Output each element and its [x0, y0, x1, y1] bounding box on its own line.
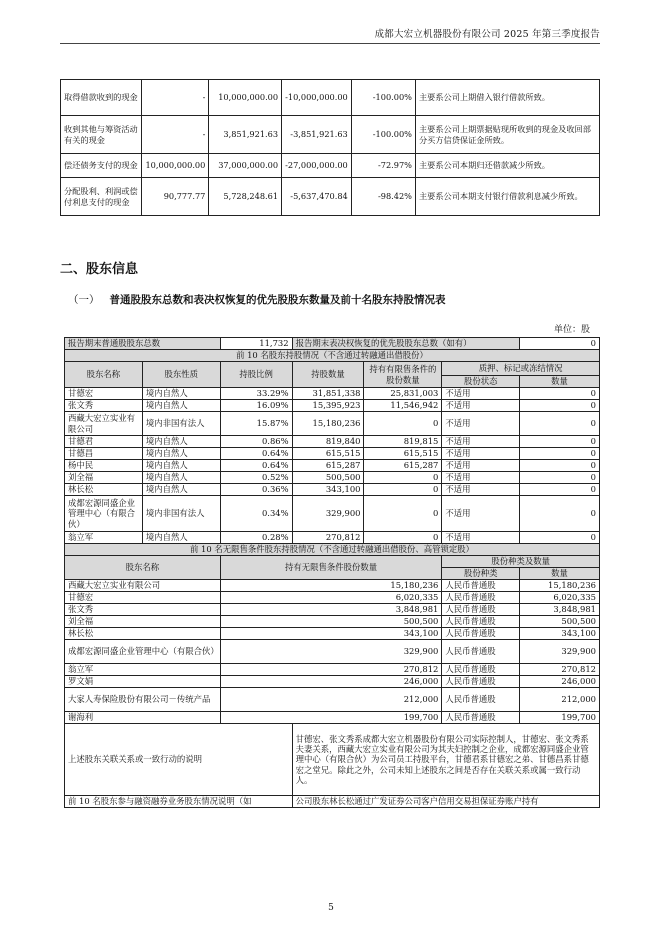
holder-qty: 329,900	[292, 496, 364, 532]
holder-qty: 270,812	[292, 532, 364, 544]
margin-row	[65, 796, 600, 808]
cashflow-row	[61, 80, 600, 116]
holder-count: 0	[520, 436, 600, 448]
u-col-kind-header: 股份种类及数量	[442, 556, 600, 568]
holder-name: 林长松	[65, 484, 143, 496]
holder-qty: 343,100	[292, 484, 364, 496]
header-title: 成都大宏立机器股份有限公司 2025 年第三季度报告	[374, 29, 600, 40]
cashflow-change: -10,000,000.00	[282, 80, 352, 116]
u-holder-count: 199,700	[520, 712, 600, 724]
holder-nature: 境内自然人	[142, 436, 220, 448]
top10-row	[65, 496, 600, 532]
u-holder-name: 成都宏源同盛企业管理中心（有限合伙）	[65, 640, 221, 664]
u-holder-name: 张文秀	[65, 604, 221, 616]
u-holder-name: 大家人寿保险股份有限公司－传统产品	[65, 688, 221, 712]
holder-qty: 15,395,923	[292, 400, 364, 412]
holder-count: 0	[520, 388, 600, 400]
col-pledge-header: 质押、标记或冻结情况	[442, 362, 600, 376]
u-holder-name: 甘德宏	[65, 592, 221, 604]
shareholder-table	[64, 337, 600, 808]
holder-nature: 境内非国有法人	[142, 412, 220, 436]
holder-ratio: 15.87%	[220, 412, 292, 436]
cashflow-row	[61, 178, 600, 216]
holder-name: 成都宏源同盛企业管理中心（有限合伙）	[65, 496, 143, 532]
holder-status: 不适用	[442, 460, 520, 472]
u-holder-qty: 246,000	[220, 676, 442, 688]
holder-ratio: 0.64%	[220, 448, 292, 460]
holder-qty: 31,851,338	[292, 388, 364, 400]
cashflow-prior: 5,728,248.61	[209, 178, 282, 216]
pref-holders-value: 0	[520, 338, 600, 350]
unrestricted-row	[65, 604, 600, 616]
cashflow-reason: 主要系公司上期借入银行借款所致。	[415, 80, 599, 116]
holder-status: 不适用	[442, 412, 520, 436]
u-holder-qty: 329,900	[220, 640, 442, 664]
col-name-header: 股东名称	[65, 362, 143, 388]
u-holder-name: 翁立军	[65, 664, 221, 676]
unrestricted-caption-row	[65, 544, 600, 556]
summary-row	[65, 338, 600, 350]
holder-status: 不适用	[442, 388, 520, 400]
subsection-title	[68, 292, 446, 307]
cashflow-row	[61, 116, 600, 154]
holder-nature: 境内自然人	[142, 448, 220, 460]
unrestricted-row	[65, 592, 600, 604]
holder-ratio: 0.52%	[220, 472, 292, 484]
holder-count: 0	[520, 400, 600, 412]
top10-caption-row	[65, 350, 600, 362]
col-status-header: 股份状态	[442, 376, 520, 388]
section-title: 二、股东信息	[60, 262, 139, 277]
unrestricted-row	[65, 664, 600, 676]
holder-status: 不适用	[442, 532, 520, 544]
top10-caption: 前 10 名股东持股情况（不含通过转融通出借股份）	[65, 350, 600, 362]
holder-qty: 615,287	[292, 460, 364, 472]
margin-label: 前 10 名股东参与融资融券业务股东情况说明（如	[65, 796, 293, 808]
u-holder-type: 人民币普通股	[442, 664, 520, 676]
holder-ratio: 0.36%	[220, 484, 292, 496]
top10-row	[65, 484, 600, 496]
holder-status: 不适用	[442, 496, 520, 532]
unrestricted-row	[65, 712, 600, 724]
holder-restricted: 0	[364, 496, 442, 532]
u-holder-count: 3,848,981	[520, 604, 600, 616]
holder-restricted: 0	[364, 472, 442, 484]
holder-restricted: 819,815	[364, 436, 442, 448]
holder-count: 0	[520, 472, 600, 484]
u-holder-qty: 270,812	[220, 664, 442, 676]
u-holder-count: 343,100	[520, 628, 600, 640]
holder-count: 0	[520, 496, 600, 532]
cashflow-change-table	[60, 79, 600, 216]
holder-qty: 615,515	[292, 448, 364, 460]
top10-header-row-1	[65, 362, 600, 376]
holder-restricted: 0	[364, 484, 442, 496]
cashflow-current: -	[142, 116, 209, 154]
cashflow-pct: -72.97%	[351, 154, 415, 178]
holder-name: 刘全福	[65, 472, 143, 484]
margin-text: 公司股东林长松通过广发证券公司客户信用交易担保证券账户持有	[292, 796, 599, 808]
u-holder-type: 人民币普通股	[442, 640, 520, 664]
holder-status: 不适用	[442, 472, 520, 484]
u-holder-count: 270,812	[520, 664, 600, 676]
holder-ratio: 0.86%	[220, 436, 292, 448]
header-rule	[60, 43, 600, 44]
u-holder-type: 人民币普通股	[442, 580, 520, 592]
holder-qty: 500,500	[292, 472, 364, 484]
holder-name: 甘德昌	[65, 448, 143, 460]
u-holder-type: 人民币普通股	[442, 604, 520, 616]
cashflow-item: 分配股利、利润或偿付利息支付的现金	[61, 178, 142, 216]
cashflow-change: -3,851,921.63	[282, 116, 352, 154]
page-header	[60, 26, 600, 42]
holder-ratio: 0.64%	[220, 460, 292, 472]
u-holder-qty: 15,180,236	[220, 580, 442, 592]
unrestricted-caption: 前 10 名无限售条件股东持股情况（不含通过转融通出借股份、高管锁定股）	[65, 544, 600, 556]
holder-nature: 境内自然人	[142, 484, 220, 496]
total-holders-label: 报告期末普通股股东总数	[65, 338, 221, 350]
top10-row	[65, 388, 600, 400]
top10-row	[65, 400, 600, 412]
u-holder-count: 329,900	[520, 640, 600, 664]
u-holder-type: 人民币普通股	[442, 712, 520, 724]
cashflow-row	[61, 154, 600, 178]
u-holder-type: 人民币普通股	[442, 628, 520, 640]
unrestricted-row	[65, 616, 600, 628]
holder-nature: 境内自然人	[142, 472, 220, 484]
u-col-type-header: 股份种类	[442, 568, 520, 580]
holder-name: 甘德君	[65, 436, 143, 448]
cashflow-current: 10,000,000.00	[142, 154, 209, 178]
cashflow-change: -27,000,000.00	[282, 154, 352, 178]
holder-name: 张文秀	[65, 400, 143, 412]
cashflow-prior: 3,851,921.63	[209, 116, 282, 154]
cashflow-reason: 主要系公司上期票据贴现所收到的现金及收回部分买方信贷保证金所致。	[415, 116, 599, 154]
unrestricted-header-row-1	[65, 556, 600, 568]
holder-nature: 境内自然人	[142, 460, 220, 472]
cashflow-item: 收到其他与筹资活动有关的现金	[61, 116, 142, 154]
u-holder-name: 刘全福	[65, 616, 221, 628]
holder-name: 西藏大宏立实业有限公司	[65, 412, 143, 436]
u-holder-type: 人民币普通股	[442, 592, 520, 604]
holder-status: 不适用	[442, 484, 520, 496]
col-ratio-header: 持股比例	[220, 362, 292, 388]
holder-nature: 境内非国有法人	[142, 496, 220, 532]
top10-row	[65, 412, 600, 436]
holder-ratio: 0.28%	[220, 532, 292, 544]
cashflow-current: -	[142, 80, 209, 116]
holder-restricted: 615,287	[364, 460, 442, 472]
unit-label: 单位：股	[553, 325, 590, 335]
cashflow-item: 取得借款收到的现金	[61, 80, 142, 116]
u-holder-name: 西藏大宏立实业有限公司	[65, 580, 221, 592]
unrestricted-row	[65, 688, 600, 712]
related-text: 甘德宏、张文秀系成都大宏立机器股份有限公司实际控制人，甘德宏、张文秀系夫妻关系，西藏大宏立实业有限公司为其夫妇控制之企业，成都宏源同盛企业管理中心（有限合伙）为公司员工持股平台，甘德君系甘德宏之弟、甘德昌系甘德宏之堂兄。除此之外，公司未知上述股东之间是否存在关联关系或属一致行动人。	[292, 724, 599, 796]
u-holder-name: 林长松	[65, 628, 221, 640]
cashflow-pct: -98.42%	[351, 178, 415, 216]
u-holder-name: 谢海利	[65, 712, 221, 724]
top10-row	[65, 460, 600, 472]
u-holder-qty: 343,100	[220, 628, 442, 640]
cashflow-prior: 37,000,000.00	[209, 154, 282, 178]
related-row	[65, 724, 600, 796]
cashflow-change: -5,637,470.84	[282, 178, 352, 216]
u-holder-count: 500,500	[520, 616, 600, 628]
unrestricted-row	[65, 628, 600, 640]
top10-row	[65, 472, 600, 484]
holder-name: 甘德宏	[65, 388, 143, 400]
holder-name: 杨中民	[65, 460, 143, 472]
total-holders-value: 11,732	[220, 338, 292, 350]
u-holder-name: 罗文娟	[65, 676, 221, 688]
unrestricted-row	[65, 640, 600, 664]
cashflow-reason: 主要系公司本期归还借款减少所致。	[415, 154, 599, 178]
pref-holders-label: 报告期末表决权恢复的优先股股东总数（如有）	[292, 338, 519, 350]
holder-restricted: 0	[364, 412, 442, 436]
cashflow-prior: 10,000,000.00	[209, 80, 282, 116]
top10-row	[65, 436, 600, 448]
page-number: 5	[328, 903, 334, 913]
holder-restricted: 25,831,003	[364, 388, 442, 400]
holder-restricted: 615,515	[364, 448, 442, 460]
cashflow-reason: 主要系公司本期支付银行借款利息减少所致。	[415, 178, 599, 216]
top10-row	[65, 448, 600, 460]
u-holder-count: 212,000	[520, 688, 600, 712]
holder-status: 不适用	[442, 400, 520, 412]
top10-row	[65, 532, 600, 544]
u-col-count-header: 数量	[520, 568, 600, 580]
u-holder-qty: 6,020,335	[220, 592, 442, 604]
cashflow-current: 90,777.77	[142, 178, 209, 216]
u-holder-qty: 3,848,981	[220, 604, 442, 616]
u-holder-qty: 500,500	[220, 616, 442, 628]
holder-count: 0	[520, 460, 600, 472]
holder-name: 翁立军	[65, 532, 143, 544]
holder-qty: 819,840	[292, 436, 364, 448]
u-holder-type: 人民币普通股	[442, 676, 520, 688]
unrestricted-row	[65, 580, 600, 592]
col-restricted-header: 持有有限售条件的股份数量	[364, 362, 442, 388]
holder-restricted: 0	[364, 532, 442, 544]
holder-status: 不适用	[442, 436, 520, 448]
cashflow-pct: -100.00%	[351, 80, 415, 116]
holder-count: 0	[520, 412, 600, 436]
holder-count: 0	[520, 484, 600, 496]
u-holder-type: 人民币普通股	[442, 688, 520, 712]
u-holder-count: 246,000	[520, 676, 600, 688]
subsection-text: 普通股股东总数和表决权恢复的优先股股东数量及前十名股东持股情况表	[109, 294, 446, 306]
u-holder-type: 人民币普通股	[442, 616, 520, 628]
holder-ratio: 33.29%	[220, 388, 292, 400]
u-col-qty-header: 持有无限售条件股份数量	[220, 556, 442, 580]
u-holder-count: 15,180,236	[520, 580, 600, 592]
u-col-name-header: 股东名称	[65, 556, 221, 580]
holder-count: 0	[520, 532, 600, 544]
u-holder-qty: 199,700	[220, 712, 442, 724]
u-holder-qty: 212,000	[220, 688, 442, 712]
col-nature-header: 股东性质	[142, 362, 220, 388]
col-count-header: 数量	[520, 376, 600, 388]
unrestricted-row	[65, 676, 600, 688]
related-label: 上述股东关联关系或一致行动的说明	[65, 724, 293, 796]
u-holder-count: 6,020,335	[520, 592, 600, 604]
holder-ratio: 0.34%	[220, 496, 292, 532]
holder-nature: 境内自然人	[142, 532, 220, 544]
holder-restricted: 11,546,942	[364, 400, 442, 412]
holder-ratio: 16.09%	[220, 400, 292, 412]
holder-count: 0	[520, 448, 600, 460]
cashflow-pct: -100.00%	[351, 116, 415, 154]
holder-qty: 15,180,236	[292, 412, 364, 436]
subsection-label: （一）	[68, 294, 100, 306]
col-qty-header: 持股数量	[292, 362, 364, 388]
cashflow-item: 偿还债务支付的现金	[61, 154, 142, 178]
holder-nature: 境内自然人	[142, 400, 220, 412]
holder-nature: 境内自然人	[142, 388, 220, 400]
holder-status: 不适用	[442, 448, 520, 460]
